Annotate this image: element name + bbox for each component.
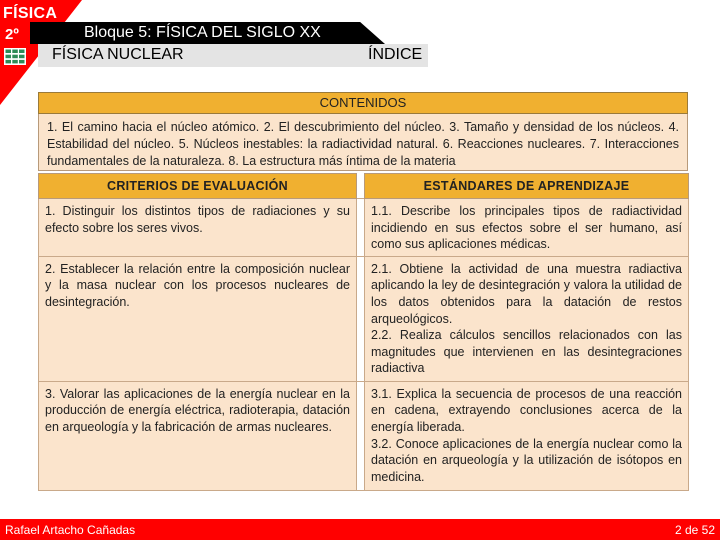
table-row: [39, 199, 689, 257]
table-header-row: [39, 174, 689, 199]
criterion-cell: 2. Establecer la relación entre la composición nuclear y la masa nuclear con los procesos nucleares de desintegración.: [39, 256, 357, 381]
standards-header: ESTÁNDARES DE APRENDIZAJE: [365, 174, 689, 199]
column-gap: [357, 381, 365, 490]
column-gap: [357, 256, 365, 381]
standards-cell: [365, 381, 689, 490]
block-title: Bloque 5: FÍSICA DEL SIGLO XX: [84, 24, 321, 41]
standard-item: 3.2. Conoce aplicaciones de la energía nuclear como la datación en arqueología y la utilización de isótopos en medicina.: [371, 436, 682, 484]
column-gap: [357, 199, 365, 257]
criteria-table: [38, 173, 689, 491]
criterion-cell: 1. Distinguir los distintos tipos de radiaciones y su efecto sobre los seres vivos.: [39, 199, 357, 257]
criterion-cell: 3. Valorar las aplicaciones de la energía nuclear en la producción de energía eléctrica, radioterapia, datación en arqueología y la fabricación de armas nucleares.: [39, 381, 357, 490]
page-number: 2 de 52: [674, 523, 715, 537]
grid-icon: [4, 48, 26, 65]
course-label: 2º: [5, 26, 19, 43]
standard-item: 2.1. Obtiene la actividad de una muestra radiactiva aplicando la ley de desintegración y valora la utilidad de los datos obtenidos para la datación de restos arqueológicos.: [371, 261, 682, 326]
table-row: [39, 256, 689, 381]
standard-item: 2.2. Realiza cálculos sencillos relacionados con las magnitudes que intervienen en las desintegraciones radiactiva: [371, 328, 682, 376]
standards-cell: [365, 199, 689, 257]
standard-item: 3.1. Explica la secuencia de procesos de una reacción en cadena, extrayendo conclusiones acerca de la energía liberada.: [371, 386, 682, 434]
contents-heading: CONTENIDOS: [38, 92, 688, 114]
subject-label: FÍSICA: [3, 5, 58, 22]
criteria-header: CRITERIOS DE EVALUACIÓN: [39, 174, 357, 199]
standard-item: 1.1. Describe los principales tipos de radiactividad incidiendo en sus efectos sobre el ser humano, así como sus aplicaciones médicas.: [371, 204, 682, 252]
column-gap: [357, 174, 365, 199]
contents-text: 1. El camino hacia el núcleo atómico. 2. El descubrimiento del núcleo. 3. Tamaño y densidad de los núcleos. 4. Estabilidad del núcleo. 5. Núcleos inestables: la radiactividad natural. 6. Reacciones nucleares. 7. Interacciones fundamentales de la naturaleza. 8. La estructura más íntima de la materia: [38, 114, 688, 171]
author-name: Rafael Artacho Cañadas: [5, 523, 136, 537]
table-row: [39, 381, 689, 490]
section-title: FÍSICA NUCLEAR: [52, 46, 184, 63]
index-link[interactable]: ÍNDICE: [368, 46, 423, 63]
standards-cell: [365, 256, 689, 381]
